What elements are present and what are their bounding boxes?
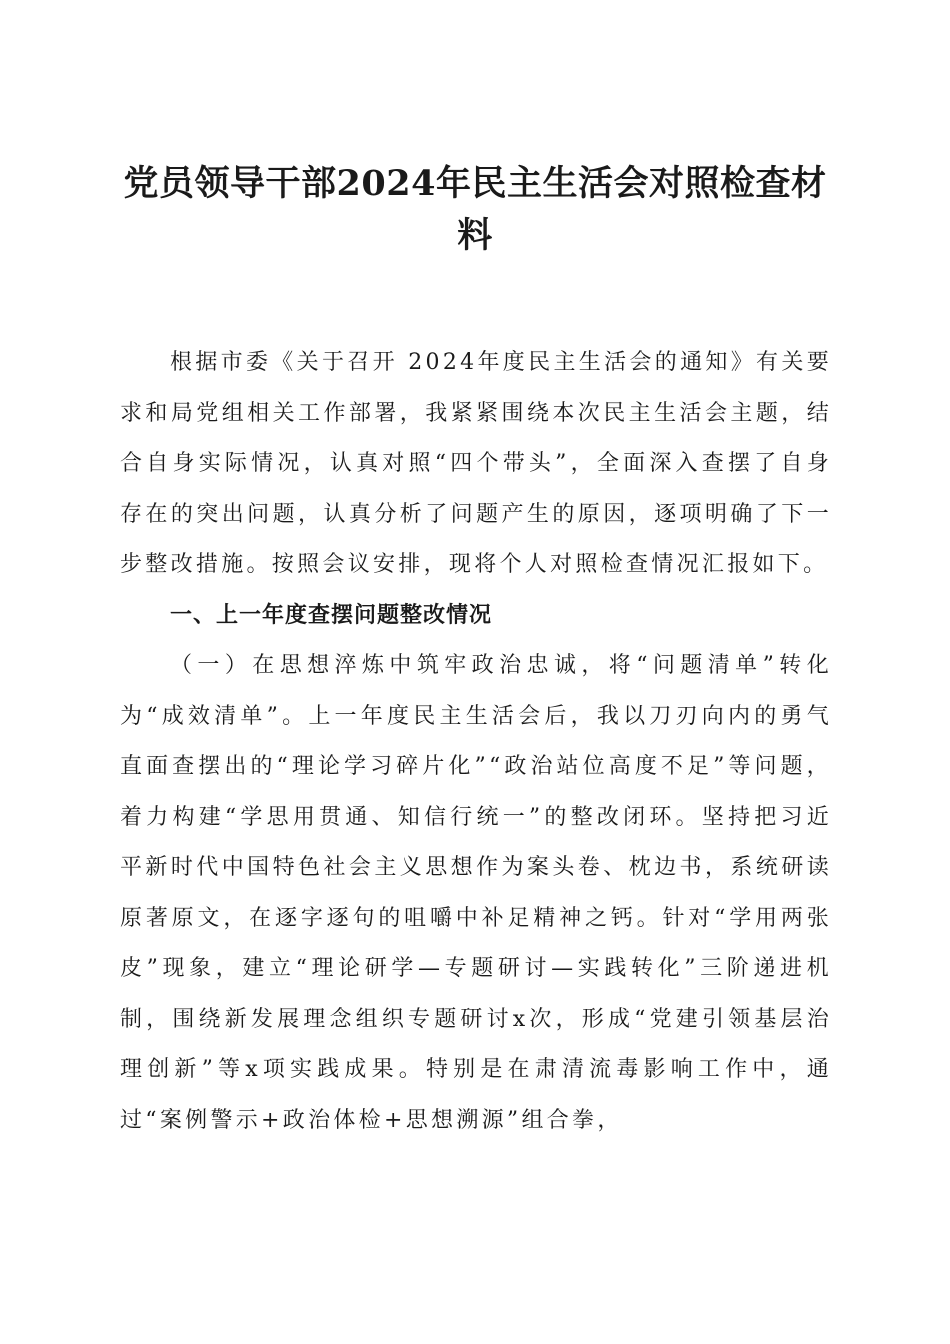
intro-paragraph: 根据市委《关于召开 2024年度民主生活会的通知》有关要求和局党组相关工作部署，我紧紧围绕本次民主生活会主题，结合自身实际情况，认真对照“四个带头”，全面深入查摆了自身存在的突出问题，认真分析了问题产生的原因，逐项明确了下一步整改措施。按照会议安排，现将个人对照检查情况汇报如下。 bbox=[120, 350, 832, 577]
section-heading: 一、上一年度查摆问题整改情况 bbox=[170, 602, 493, 628]
document-title: 党员领导干部2024年民主生活会对照检查材料 bbox=[123, 163, 827, 256]
document-body bbox=[120, 338, 832, 1146]
body-paragraph: （一）在思想淬炼中筑牢政治忠诚，将“问题清单”转化为“成效清单”。上一年度民主生活会后，我以刀刃向内的勇气直面查摆出的“理论学习碎片化”“政治站位高度不足”等问题，着力构建“学思用贯通、知信行统一”的整改闭环。坚持把习近平新时代中国特色社会主义思想作为案头卷、枕边书，系统研读原著原文，在逐字逐句的咀嚼中补足精神之钙。针对“学用两张皮”现象，建立“理论研学—专题研讨—实践转化”三阶递进机制，围绕新发展理念组织专题研讨x次，形成“党建引领基层治理创新”等x项实践成果。特别是在肃清流毒影响工作中，通过“案例警示+政治体检+思想溯源”组合拳， bbox=[120, 653, 832, 1133]
